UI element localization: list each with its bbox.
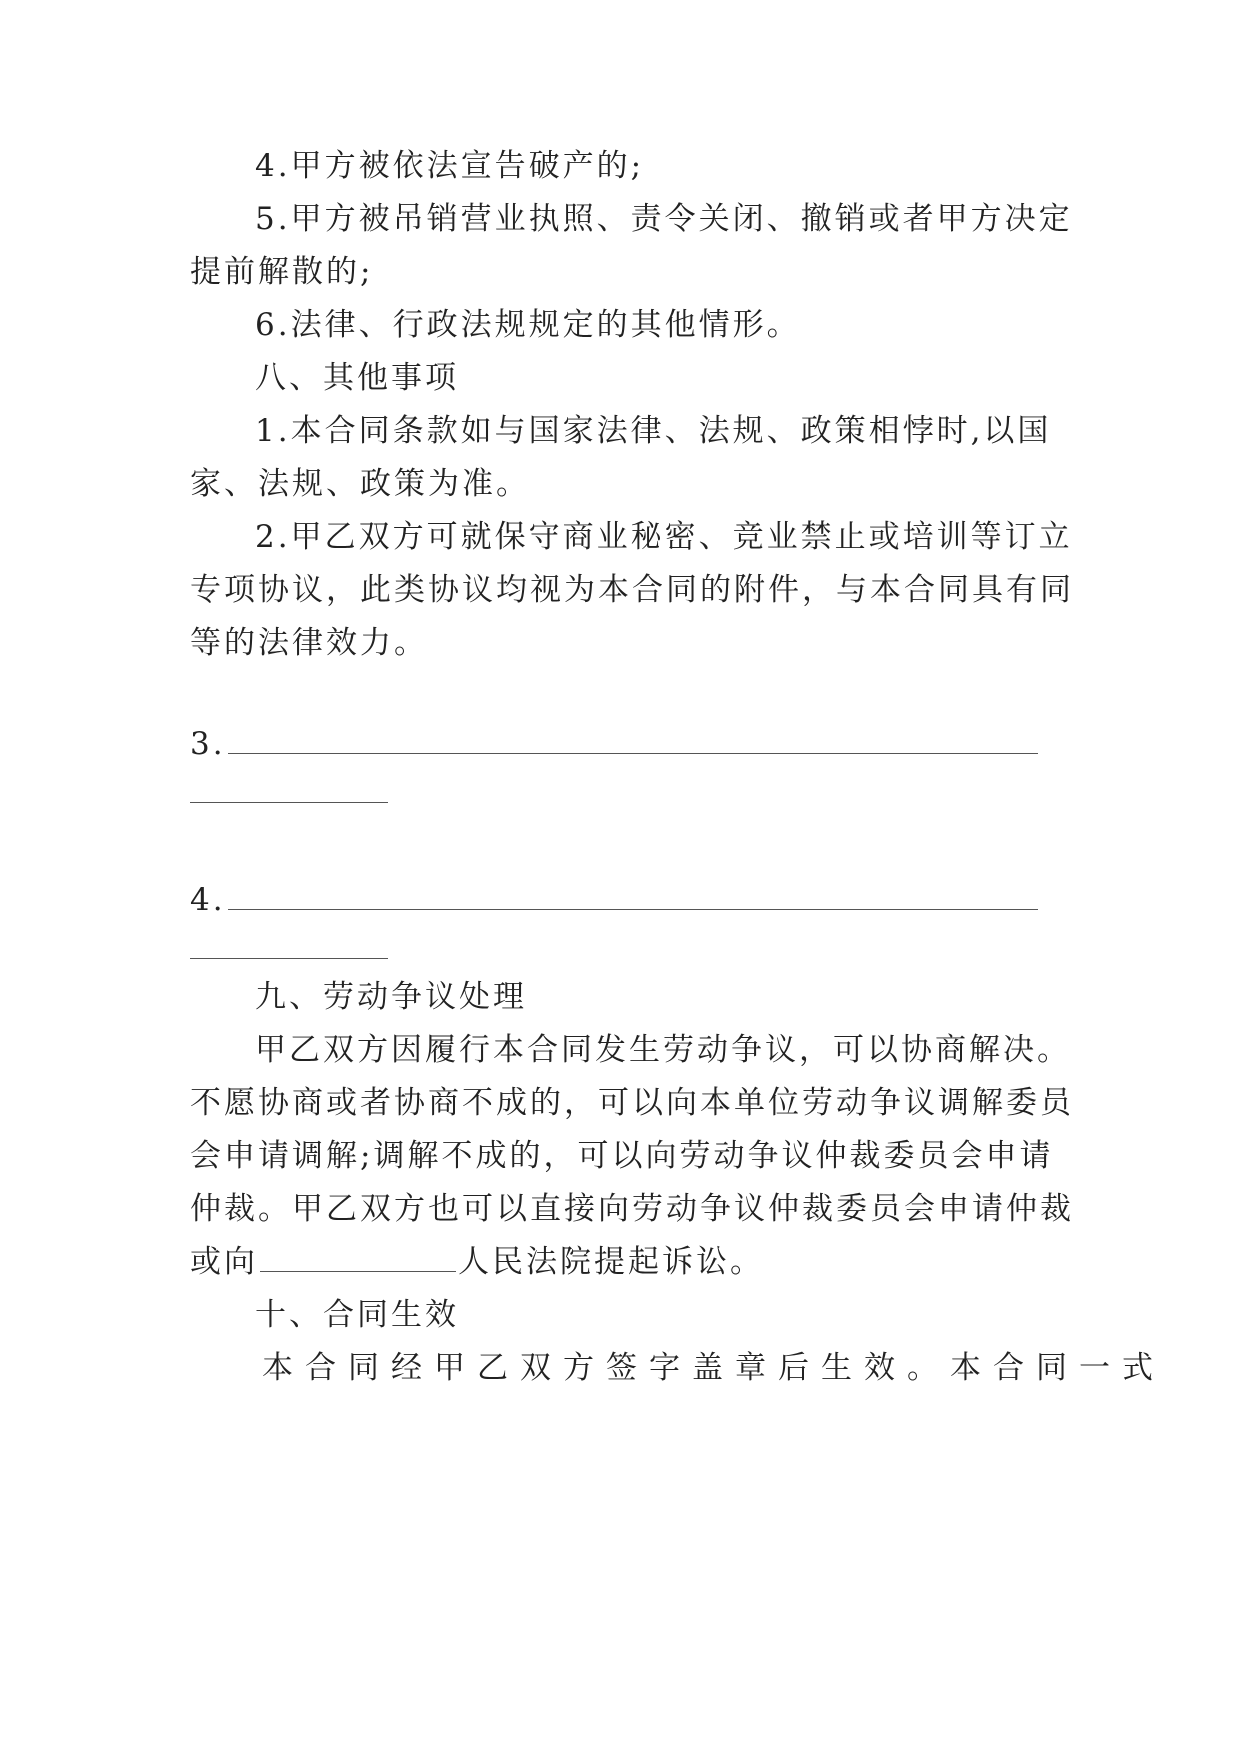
section-9-heading: 九、劳动争议处理 [255, 979, 527, 1015]
section-10-line-1: 本合同经甲乙双方签字盖章后生效。本合同一式 [262, 1350, 1165, 1386]
court-suffix: 人民法院提起诉讼。 [458, 1244, 764, 1280]
clause-8-item-1-line-1: 1.本合同条款如与国家法律、法规、政策相悖时,以国 [255, 413, 1052, 449]
clause-8-item-1-line-2: 家、法规、政策为准。 [190, 466, 530, 502]
clause-7-item-4: 4.甲方被依法宣告破产的; [255, 148, 645, 184]
clause-7-item-5-line-2: 提前解散的; [190, 254, 374, 290]
item-3-blank-continuation [190, 802, 388, 803]
clause-8-item-3 [190, 724, 1040, 764]
clause-8-item-2-line-2: 专项协议，此类协议均视为本合同的附件，与本合同具有同 [190, 572, 1074, 608]
section-9-line-2: 不愿协商或者协商不成的，可以向本单位劳动争议调解委员 [190, 1085, 1074, 1121]
clause-8-item-2-line-1: 2.甲乙双方可就保守商业秘密、竞业禁止或培训等订立 [255, 519, 1073, 555]
clause-7-item-6: 6.法律、行政法规规定的其他情形。 [255, 307, 801, 343]
clause-8-item-4 [190, 880, 1040, 920]
clause-8-item-2-line-3: 等的法律效力。 [190, 625, 428, 661]
item-4-blank-line [228, 883, 1038, 910]
section-9-line-3: 会申请调解;调解不成的，可以向劳动争议仲裁委员会申请 [190, 1138, 1054, 1174]
section-9-line-5 [190, 1242, 764, 1282]
clause-7-item-5-line-1: 5.甲方被吊销营业执照、责令关闭、撤销或者甲方决定 [255, 201, 1073, 237]
item-3-blank-line [228, 727, 1038, 754]
section-9-line-4: 仲裁。甲乙双方也可以直接向劳动争议仲裁委员会申请仲裁 [190, 1191, 1074, 1227]
section-10-heading: 十、合同生效 [255, 1297, 459, 1333]
item-3-number: 3. [190, 726, 226, 762]
item-4-number: 4. [190, 882, 226, 918]
court-prefix: 或向 [190, 1244, 258, 1280]
section-8-heading: 八、其他事项 [255, 360, 459, 396]
item-4-blank-continuation [190, 958, 388, 959]
section-9-line-1: 甲乙双方因履行本合同发生劳动争议，可以协商解决。 [255, 1032, 1071, 1068]
court-name-blank [260, 1245, 456, 1272]
